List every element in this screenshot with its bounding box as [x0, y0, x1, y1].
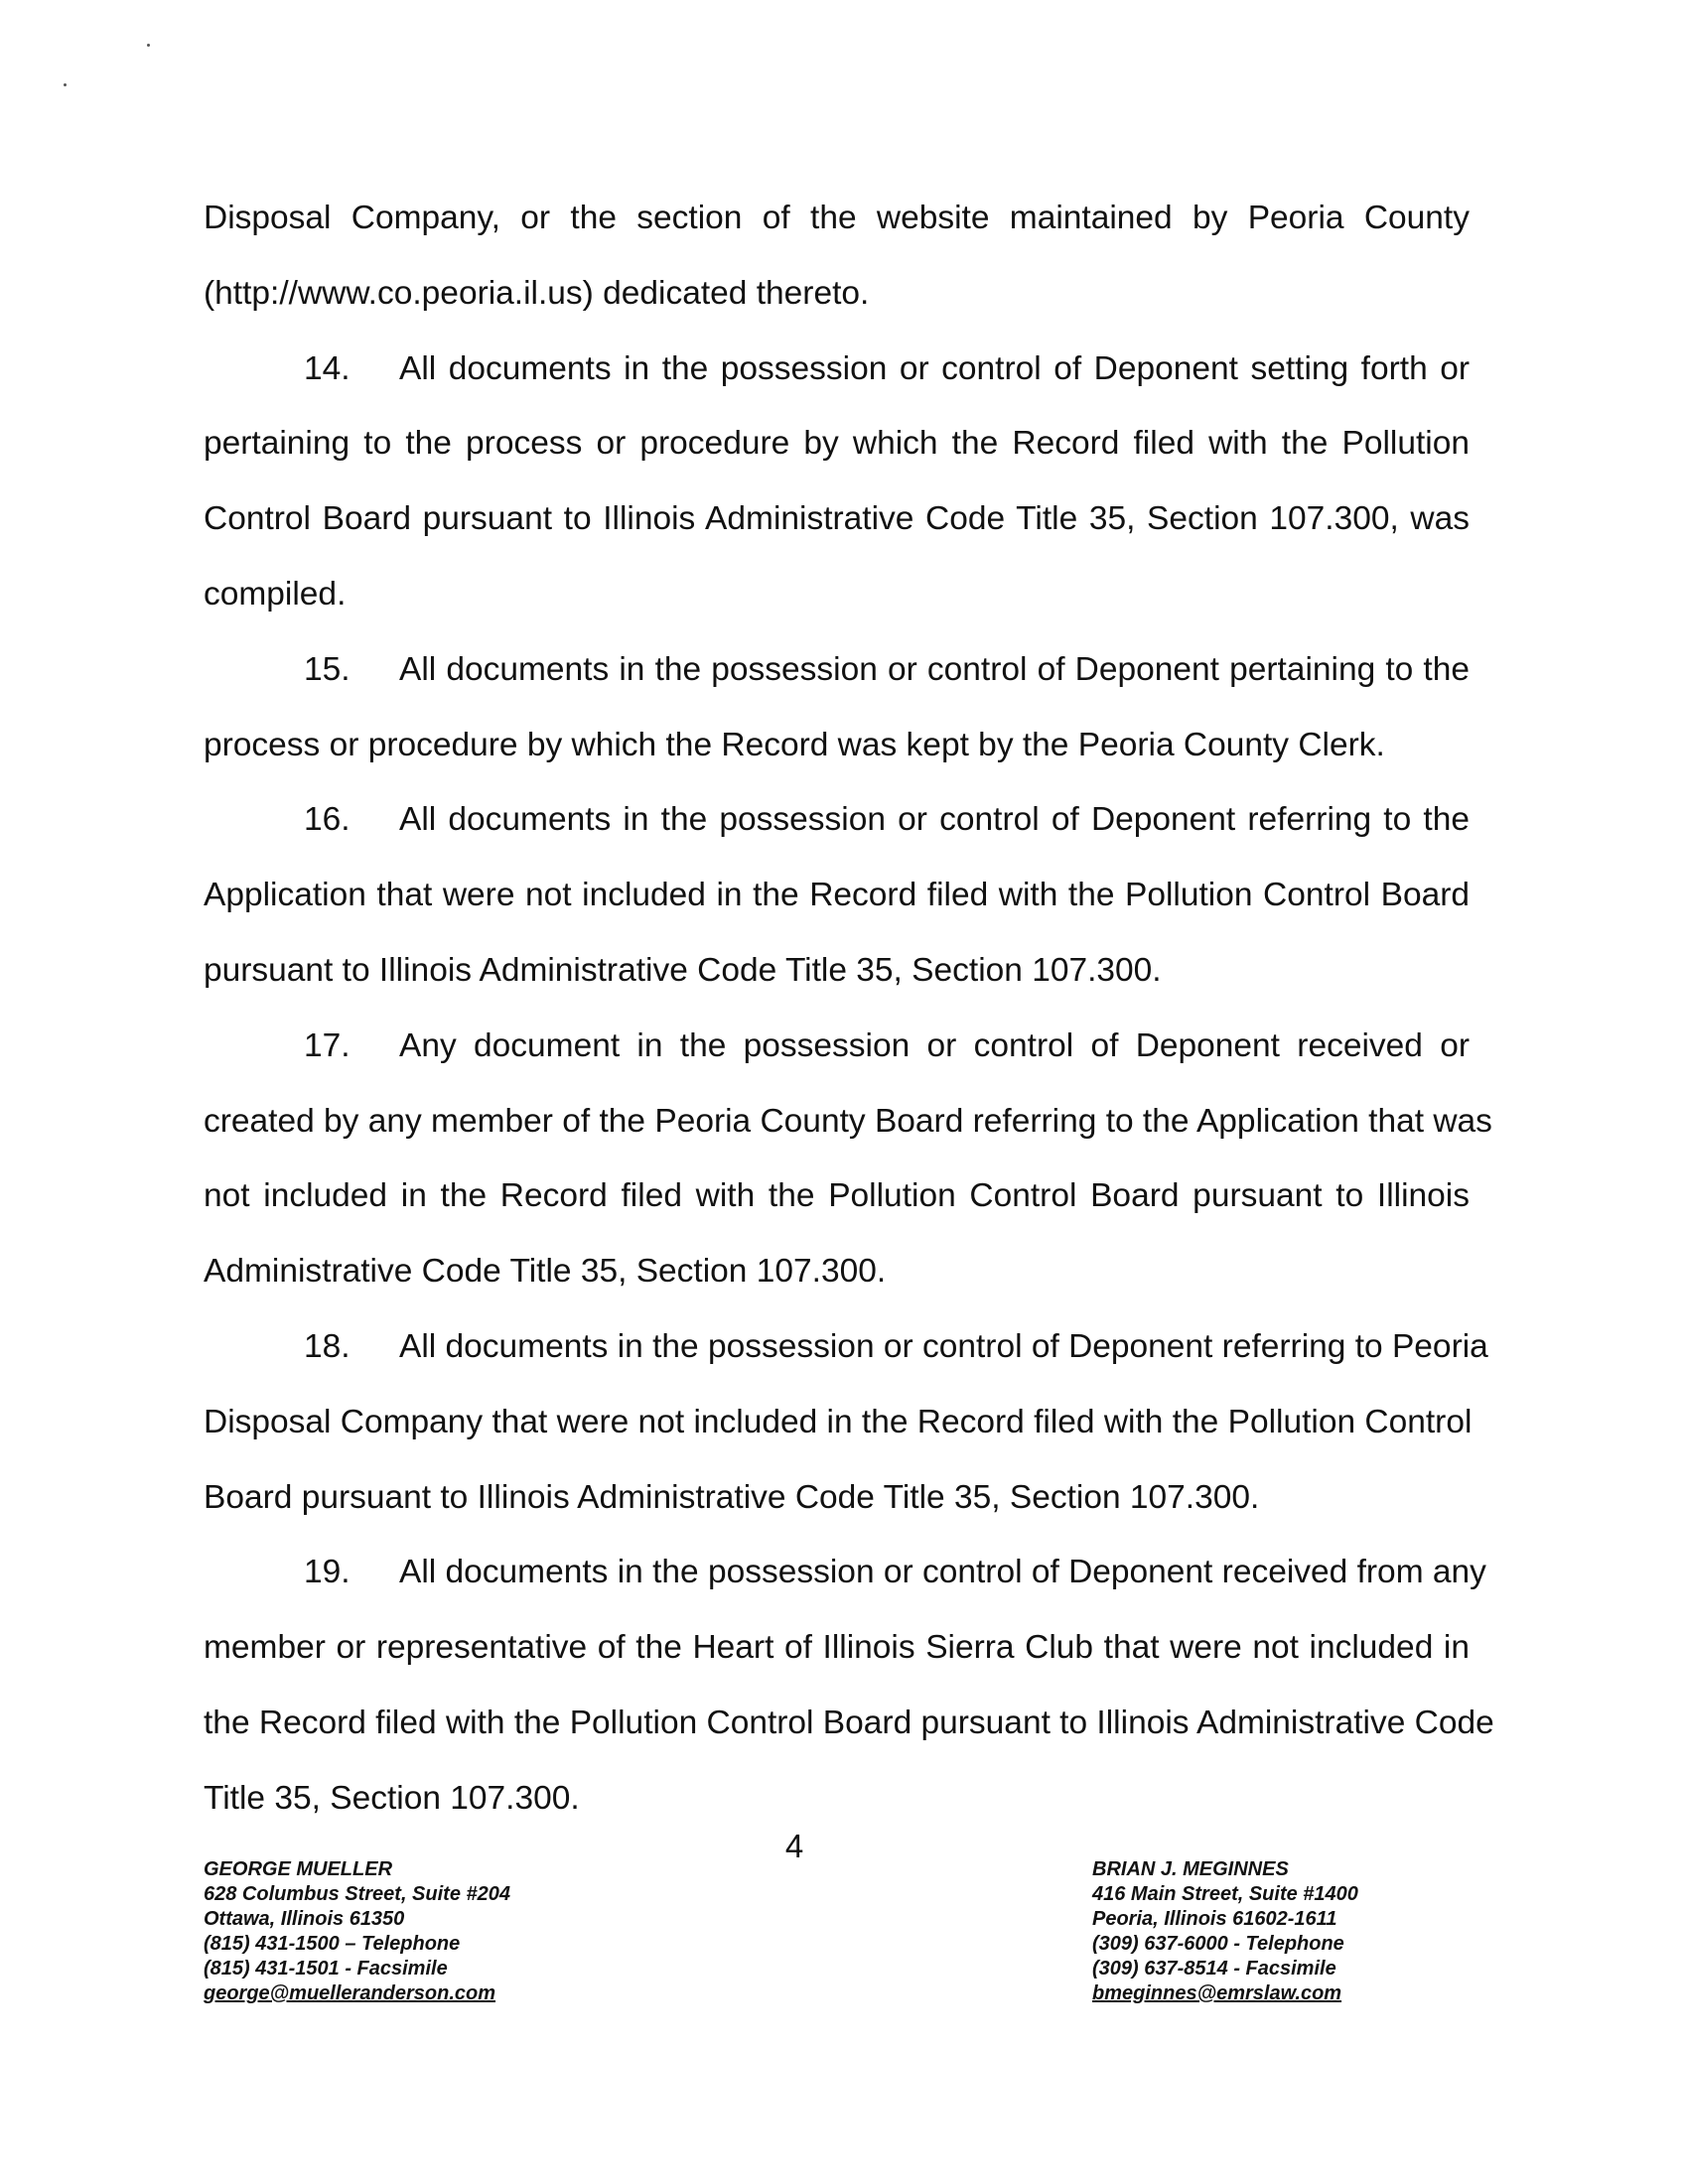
attorney-name: BRIAN J. MEGINNES	[1092, 1858, 1289, 1880]
line-text: (http://www.co.peoria.il.us) dedicated thereto.	[204, 274, 870, 312]
body-line	[204, 876, 1470, 915]
body-line	[204, 1403, 1473, 1442]
paragraph-number: 17.	[304, 1026, 351, 1064]
body-line	[204, 1478, 1470, 1518]
facsimile: (815) 431-1501 - Facsimile	[204, 1958, 448, 1979]
email-link[interactable]: bmeginnes@emrslaw.com	[1092, 1982, 1342, 2004]
line-text: All documents in the possession or control of Deponent setting forth or	[399, 349, 1470, 387]
street-address: 628 Columbus Street, Suite #204	[204, 1883, 511, 1905]
body-line	[204, 575, 1470, 614]
paragraph-first-line	[304, 1026, 1470, 1066]
line-text: not included in the Record filed with the Pollution Control Board pursuant to Illinois	[204, 1177, 1470, 1215]
body-line	[204, 1704, 1494, 1743]
body-line	[204, 726, 1470, 765]
line-text: All documents in the possession or control of Deponent pertaining to the	[399, 650, 1470, 688]
paragraph-number: 16.	[304, 801, 351, 839]
attorney-name: GEORGE MUELLER	[204, 1858, 393, 1880]
facsimile: (309) 637-8514 - Facsimile	[1092, 1958, 1336, 1979]
body-line	[204, 274, 1470, 314]
line-text: created by any member of the Peoria County Board referring to the Application that was	[204, 1102, 1492, 1140]
street-address: 416 Main Street, Suite #1400	[1092, 1883, 1358, 1905]
body-line	[204, 424, 1470, 464]
city-state-zip: Ottawa, Illinois 61350	[204, 1908, 405, 1930]
line-text: member or representative of the Heart of Illinois Sierra Club that were not included in	[204, 1629, 1470, 1667]
page-number: 4	[784, 1828, 804, 1864]
body-line	[204, 1102, 1492, 1142]
line-text: Control Board pursuant to Illinois Administrative Code Title 35, Section 107.300, was	[204, 500, 1470, 538]
paragraph-number: 14.	[304, 349, 351, 387]
line-text: All documents in the possession or control of Deponent referring to the	[399, 801, 1470, 839]
line-text: Title 35, Section 107.300.	[204, 1779, 580, 1817]
email-link[interactable]: george@muelleranderson.com	[204, 1982, 496, 2004]
paragraph-first-line	[304, 800, 1470, 840]
line-text: Administrative Code Title 35, Section 107.300.	[204, 1253, 887, 1291]
body-line	[204, 1779, 1470, 1819]
paragraph-first-line	[304, 349, 1470, 389]
line-text: pursuant to Illinois Administrative Code Title 35, Section 107.300.	[204, 952, 1162, 989]
paragraph-number: 19.	[304, 1554, 351, 1591]
city-state-zip: Peoria, Illinois 61602-1611	[1092, 1908, 1337, 1930]
telephone: (815) 431-1500 – Telephone	[204, 1933, 461, 1955]
body-line	[204, 199, 1470, 238]
body-line	[204, 1252, 1470, 1292]
telephone: (309) 637-6000 - Telephone	[1092, 1933, 1344, 1955]
line-text: process or procedure by which the Record was kept by the Peoria County Clerk.	[204, 726, 1385, 763]
paragraph-number: 15.	[304, 650, 351, 688]
line-text: All documents in the possession or control of Deponent received from any	[399, 1554, 1486, 1591]
line-text: All documents in the possession or control of Deponent referring to Peoria	[399, 1328, 1488, 1365]
line-text: Application that were not included in the Record filed with the Pollution Control Board	[204, 877, 1470, 914]
body-line	[204, 951, 1470, 991]
line-text: Board pursuant to Illinois Administrative Code Title 35, Section 107.300.	[204, 1478, 1260, 1516]
line-text: Disposal Company that were not included in the Record filed with the Pollution Control	[204, 1403, 1473, 1440]
scan-speck	[147, 44, 150, 47]
paragraph-first-line	[304, 1327, 1488, 1367]
scan-speck	[64, 83, 67, 86]
line-text: pertaining to the process or procedure by which the Record filed with the Pollution	[204, 425, 1470, 463]
body-line	[204, 1176, 1470, 1216]
paragraph-number: 18.	[304, 1328, 351, 1365]
line-text: Any document in the possession or control of Deponent received or	[399, 1026, 1470, 1064]
line-text: Disposal Company, or the section of the website maintained by Peoria County	[204, 200, 1470, 236]
body-line	[204, 499, 1470, 539]
paragraph-first-line	[304, 1553, 1486, 1592]
footer-address-right	[1092, 1857, 1358, 2006]
paragraph-first-line	[304, 650, 1470, 690]
line-text: compiled.	[204, 576, 347, 613]
line-text: the Record filed with the Pollution Control Board pursuant to Illinois Administrative Code	[204, 1705, 1494, 1741]
footer-address-left	[204, 1857, 510, 2006]
body-line	[204, 1628, 1470, 1668]
